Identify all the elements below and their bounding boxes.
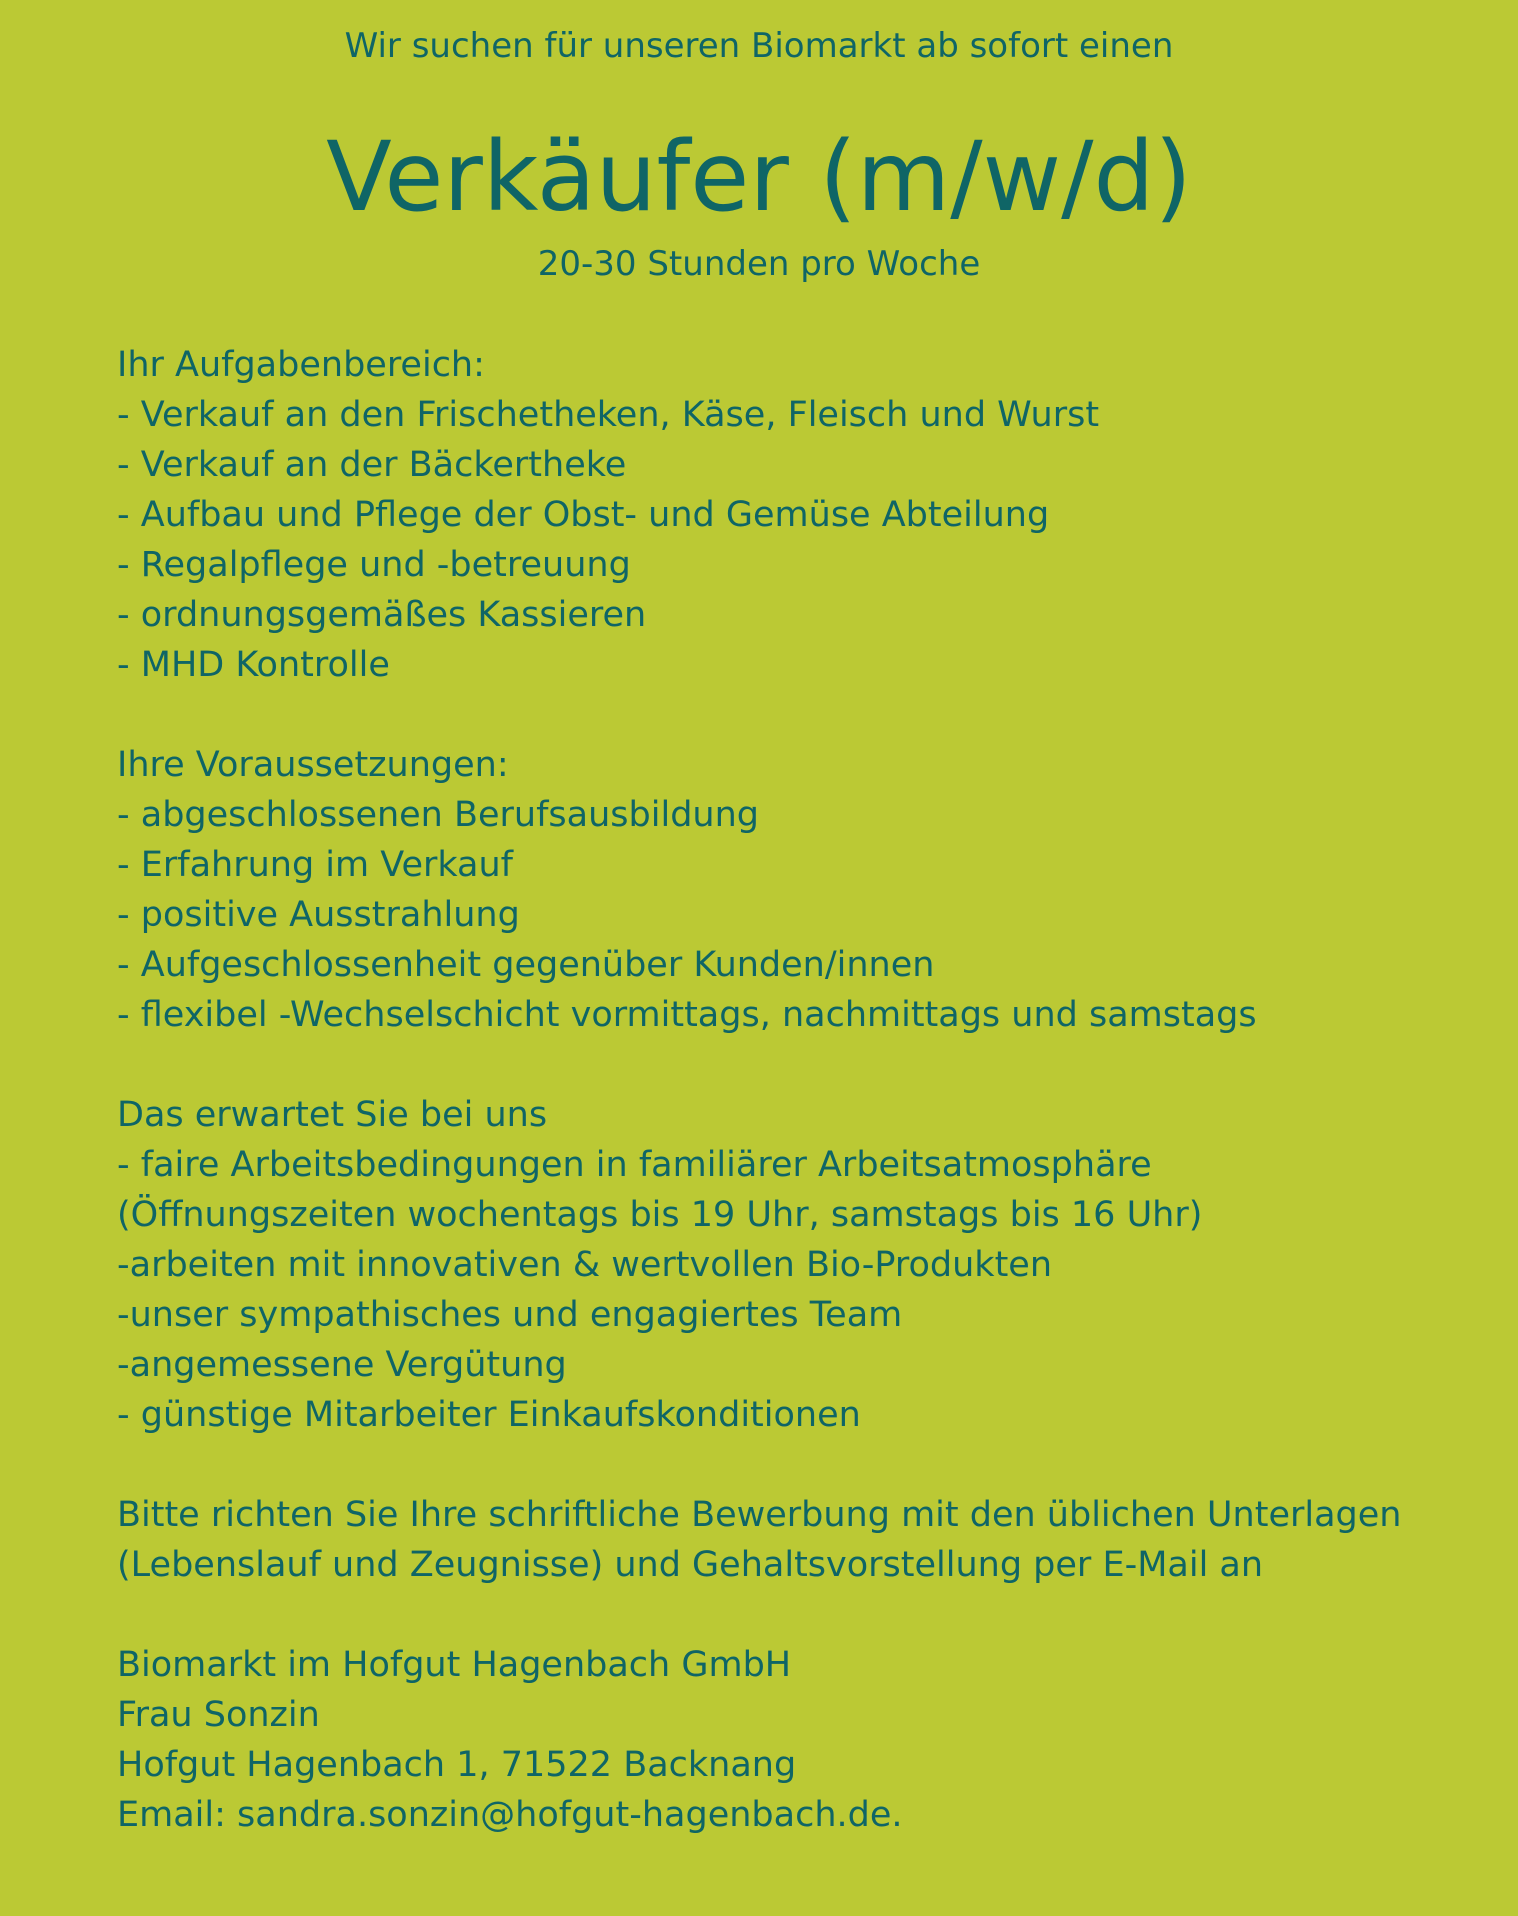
- working-hours: 20-30 Stunden pro Woche: [537, 244, 981, 284]
- offer-item: - günstige Mitarbeiter Einkaufskonditionen: [117, 1395, 861, 1435]
- company-address: Hofgut Hagenbach 1, 71522 Backnang: [117, 1745, 797, 1785]
- offer-item: -arbeiten mit innovativen & wertvollen Bio-Produkten: [117, 1245, 1053, 1285]
- task-item: - ordnungsgemäßes Kassieren: [117, 595, 647, 635]
- requirements-heading: Ihre Voraussetzungen:: [117, 745, 509, 785]
- application-section: [117, 1490, 1497, 1590]
- offer-item: -unser sympathisches und engagiertes Team: [117, 1295, 903, 1335]
- task-item: - Verkauf an den Frischetheken, Käse, Fleisch und Wurst: [117, 395, 1100, 435]
- requirement-item: - Erfahrung im Verkauf: [117, 845, 514, 885]
- requirement-item: - abgeschlossenen Berufsausbildung: [117, 795, 759, 835]
- offer-section: [117, 1090, 1497, 1440]
- tasks-heading: Ihr Aufgabenbereich:: [117, 345, 485, 385]
- application-line: Bitte richten Sie Ihre schriftliche Bewerbung mit den üblichen Unterlagen: [117, 1495, 1402, 1535]
- task-item: - Regalpflege und -betreuung: [117, 545, 631, 585]
- task-item: - MHD Kontrolle: [117, 645, 390, 685]
- offer-heading: Das erwartet Sie bei uns: [117, 1095, 548, 1135]
- ad-body: [117, 340, 1497, 1890]
- offer-item: - faire Arbeitsbedingungen in familiärer Arbeitsatmosphäre: [117, 1145, 1152, 1185]
- requirement-item: - Aufgeschlossenheit gegenüber Kunden/innen: [117, 945, 935, 985]
- job-title: Verkäufer (m/w/d): [326, 121, 1192, 233]
- company-name: Biomarkt im Hofgut Hagenbach GmbH: [117, 1645, 792, 1685]
- requirement-item: - positive Ausstrahlung: [117, 895, 520, 935]
- application-line: (Lebenslauf und Zeugnisse) und Gehaltsvorstellung per E-Mail an: [117, 1545, 1264, 1585]
- offer-item: (Öffnungszeiten wochentags bis 19 Uhr, samstags bis 16 Uhr): [117, 1195, 1203, 1235]
- contact-email[interactable]: Email: sandra.sonzin@hofgut-hagenbach.de.: [117, 1795, 903, 1835]
- requirements-section: [117, 740, 1497, 1040]
- intro-text: Wir suchen für unseren Biomarkt ab sofort einen: [344, 26, 1174, 66]
- tasks-section: [117, 340, 1497, 690]
- offer-item: -angemessene Vergütung: [117, 1345, 567, 1385]
- contact-person: Frau Sonzin: [117, 1695, 320, 1735]
- task-item: - Aufbau und Pflege der Obst- und Gemüse Abteilung: [117, 495, 1050, 535]
- requirement-item: - flexibel -Wechselschicht vormittags, nachmittags und samstags: [117, 995, 1257, 1035]
- task-item: - Verkauf an der Bäckertheke: [117, 445, 627, 485]
- contact-section: [117, 1640, 1497, 1840]
